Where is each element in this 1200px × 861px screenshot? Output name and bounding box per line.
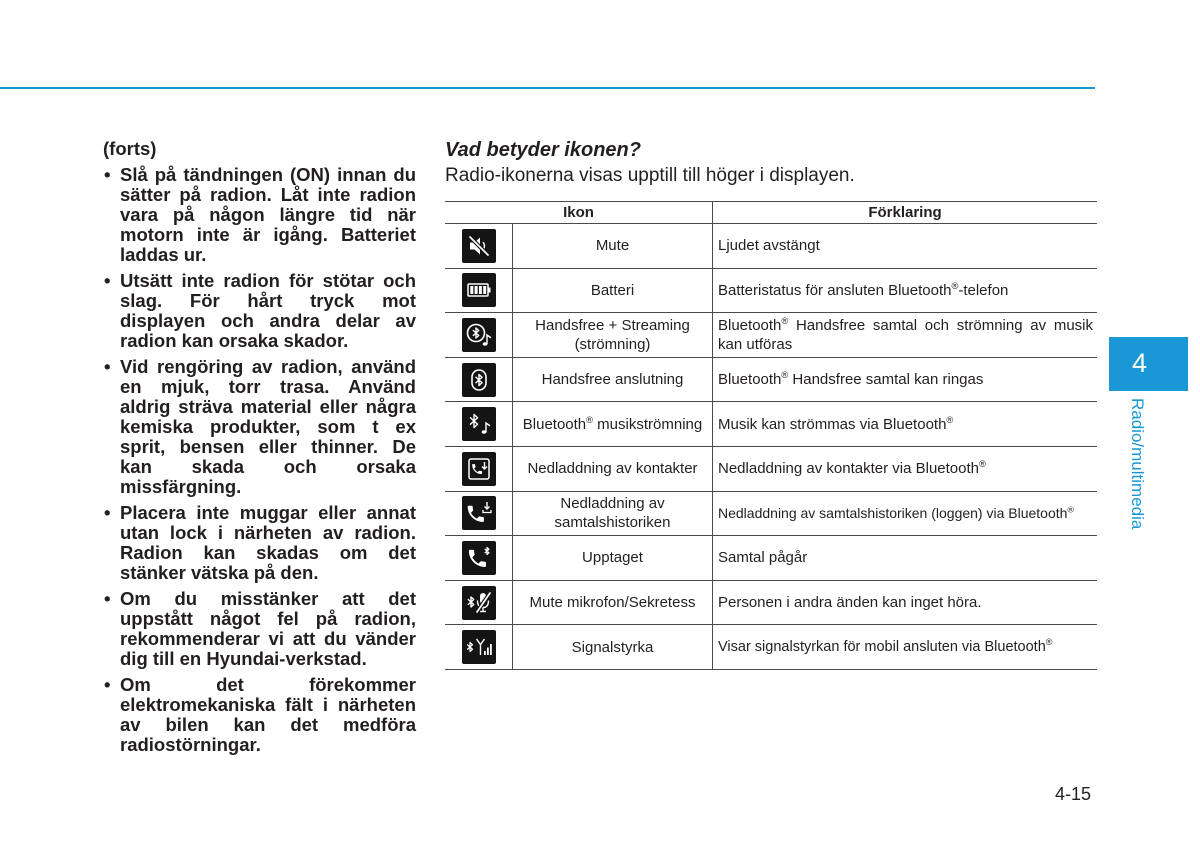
icon-explanation: Personen i andra änden kan inget höra. bbox=[718, 594, 982, 612]
bullet-line: sprit, bensen eller thinner. De bbox=[120, 436, 416, 457]
icon-name: Mute mikrofon/Sekretess bbox=[529, 594, 696, 612]
bullet-marker: • bbox=[104, 356, 111, 377]
icon-explanation-cell bbox=[713, 269, 1097, 314]
icon-name: Bluetooth® musikströmning bbox=[522, 414, 703, 433]
icon-name: Handsfree + Streaming (strömning) bbox=[535, 316, 690, 353]
bullet-marker: • bbox=[104, 164, 111, 185]
bullet-line: Om det förekommer bbox=[120, 674, 416, 695]
bullet-line: aldrig sträva material eller några bbox=[120, 396, 416, 417]
icon-name-cell bbox=[513, 313, 713, 358]
chapter-title: Radio/multimedia bbox=[1128, 398, 1147, 530]
icon-name: Upptaget bbox=[582, 549, 643, 567]
icon-cell bbox=[445, 625, 513, 670]
bullet-line: vara på någon längre tid när bbox=[120, 204, 416, 225]
icon-explanation: Nedladdning av kontakter via Bluetooth® bbox=[718, 459, 986, 478]
section-heading: Vad betyder ikonen? bbox=[445, 139, 641, 161]
table-header-explanation bbox=[713, 202, 1097, 224]
chapter-tab bbox=[1109, 337, 1188, 391]
bullet-line: Vid rengöring av radion, använd bbox=[120, 356, 416, 377]
bullet-line: slag. För hårt tryck mot bbox=[120, 290, 416, 311]
icon-name: Nedladdning av kontakter bbox=[527, 460, 698, 478]
icon-cell bbox=[445, 313, 513, 358]
bullet-line: kemiska produkter, som t ex bbox=[120, 416, 416, 437]
icon-explanation: Bluetooth® Handsfree samtal kan ringas bbox=[718, 370, 984, 389]
icon-explanation: Ljudet avstängt bbox=[718, 237, 820, 255]
icon-name-cell bbox=[513, 269, 713, 314]
icon-name-cell bbox=[513, 625, 713, 670]
icon-explanation: Visar signalstyrkan för mobil ansluten via Bluetooth® bbox=[718, 636, 1053, 655]
icon-explanation-cell bbox=[713, 358, 1097, 403]
bullet-marker: • bbox=[104, 502, 111, 523]
call-busy-icon bbox=[462, 541, 496, 575]
icon-explanation-cell bbox=[713, 447, 1097, 492]
bullet-line: rekommenderar vi att du vänder bbox=[120, 628, 416, 649]
icon-explanation-cell bbox=[713, 536, 1097, 581]
icon-cell bbox=[445, 581, 513, 626]
bullet-marker: • bbox=[104, 270, 111, 291]
bullet-line: Utsätt inte radion för stötar och bbox=[120, 270, 416, 291]
table-header-explanation-label: Förklaring bbox=[868, 203, 942, 221]
bullet-line: sätter på radion. Låt inte radion bbox=[120, 184, 416, 205]
icon-name-cell bbox=[513, 581, 713, 626]
bluetooth-handsfree-icon bbox=[462, 363, 496, 397]
icon-explanation-cell bbox=[713, 224, 1097, 269]
bullet-item bbox=[103, 503, 416, 583]
bullet-line: kan skada och orsaka bbox=[120, 456, 416, 477]
bullet-line: displayen och andra delar av bbox=[120, 310, 416, 331]
bullet-line: radion kan orsaka skador. bbox=[120, 330, 349, 351]
icon-name-cell bbox=[513, 358, 713, 403]
bullet-line: motorn inte är igång. Batteriet bbox=[120, 224, 416, 245]
icon-explanation: Bluetooth® Handsfree samtal och strömning av musik kan utföras bbox=[718, 315, 1093, 353]
bullet-item bbox=[103, 589, 416, 669]
bullet-list bbox=[103, 165, 416, 755]
icon-explanation: Nedladdning av samtalshistoriken (loggen) via Bluetooth® bbox=[718, 504, 1074, 521]
bullet-marker: • bbox=[104, 674, 111, 695]
contacts-download-icon bbox=[462, 452, 496, 486]
bullet-line: elektromekaniska fält i närheten bbox=[120, 694, 416, 715]
bullet-line: Om du misstänker att det bbox=[120, 588, 416, 609]
bullet-item bbox=[103, 357, 416, 497]
bullet-line: Placera inte muggar eller annat bbox=[120, 502, 416, 523]
icon-name-cell bbox=[513, 224, 713, 269]
icon-cell bbox=[445, 536, 513, 581]
bullet-marker: • bbox=[104, 588, 111, 609]
icon-name: Nedladdning av samtalshistoriken bbox=[554, 495, 671, 532]
icon-cell bbox=[445, 492, 513, 537]
chapter-number: 4 bbox=[1132, 348, 1148, 378]
continued-label: (forts) bbox=[103, 138, 157, 159]
bullet-item bbox=[103, 675, 416, 755]
icon-cell bbox=[445, 447, 513, 492]
signal-strength-icon bbox=[462, 630, 496, 664]
top-rule bbox=[0, 87, 1095, 89]
table-header-icon-label: Ikon bbox=[563, 203, 594, 221]
icon-cell bbox=[445, 224, 513, 269]
bullet-line: missfärgning. bbox=[120, 476, 242, 497]
icon-name: Handsfree anslutning bbox=[541, 371, 684, 389]
bullet-line: laddas ur. bbox=[120, 244, 207, 265]
bullet-line: uppstått något fel på radion, bbox=[120, 608, 416, 629]
icon-explanation-cell bbox=[713, 492, 1097, 537]
bullet-line: en mjuk, torr trasa. Använd bbox=[120, 376, 416, 397]
bullet-line: radiostörningar. bbox=[120, 734, 261, 755]
icon-name: Signalstyrka bbox=[571, 638, 654, 656]
icon-name-cell bbox=[513, 536, 713, 581]
bullet-line: av bilen kan det medföra bbox=[120, 714, 416, 735]
icon-cell bbox=[445, 358, 513, 403]
bluetooth-music-icon bbox=[462, 407, 496, 441]
bullet-line: dig till en Hyundai-verkstad. bbox=[120, 648, 367, 669]
speaker-muted-icon bbox=[462, 229, 496, 263]
bullet-item bbox=[103, 271, 416, 351]
icon-explanation-cell bbox=[713, 625, 1097, 670]
bullet-line: Radion kan skadas om det bbox=[120, 542, 416, 563]
icon-name-cell bbox=[513, 492, 713, 537]
icon-name-cell bbox=[513, 402, 713, 447]
icon-explanation-cell bbox=[713, 581, 1097, 626]
icon-table bbox=[445, 201, 1097, 670]
bullet-line: stänker vätska på den. bbox=[120, 562, 319, 583]
microphone-mute-icon bbox=[462, 586, 496, 620]
icon-explanation-cell bbox=[713, 313, 1097, 358]
page-number: 4-15 bbox=[1055, 784, 1092, 804]
icon-explanation: Batteristatus för ansluten Bluetooth®-telefon bbox=[718, 280, 1009, 299]
icon-name: Mute bbox=[595, 237, 630, 255]
intro-text: Radio-ikonerna visas upptill till höger i displayen. bbox=[445, 165, 855, 186]
icon-explanation-cell bbox=[713, 402, 1097, 447]
icon-explanation: Musik kan strömmas via Bluetooth® bbox=[718, 414, 954, 433]
icon-explanation: Samtal pågår bbox=[718, 549, 808, 567]
icon-name-cell bbox=[513, 447, 713, 492]
bullet-item bbox=[103, 165, 416, 265]
icon-cell bbox=[445, 269, 513, 314]
bullet-line: utan lock i närheten av radion. bbox=[120, 522, 416, 543]
table-header-icon bbox=[445, 202, 713, 224]
call-history-download-icon bbox=[462, 496, 496, 530]
icon-cell bbox=[445, 402, 513, 447]
left-column bbox=[103, 139, 416, 761]
icon-name: Batteri bbox=[590, 281, 635, 299]
bullet-line: Slå på tändningen (ON) innan du bbox=[120, 164, 416, 185]
bluetooth-handsfree-streaming-icon bbox=[462, 318, 496, 352]
battery-icon bbox=[462, 273, 496, 307]
